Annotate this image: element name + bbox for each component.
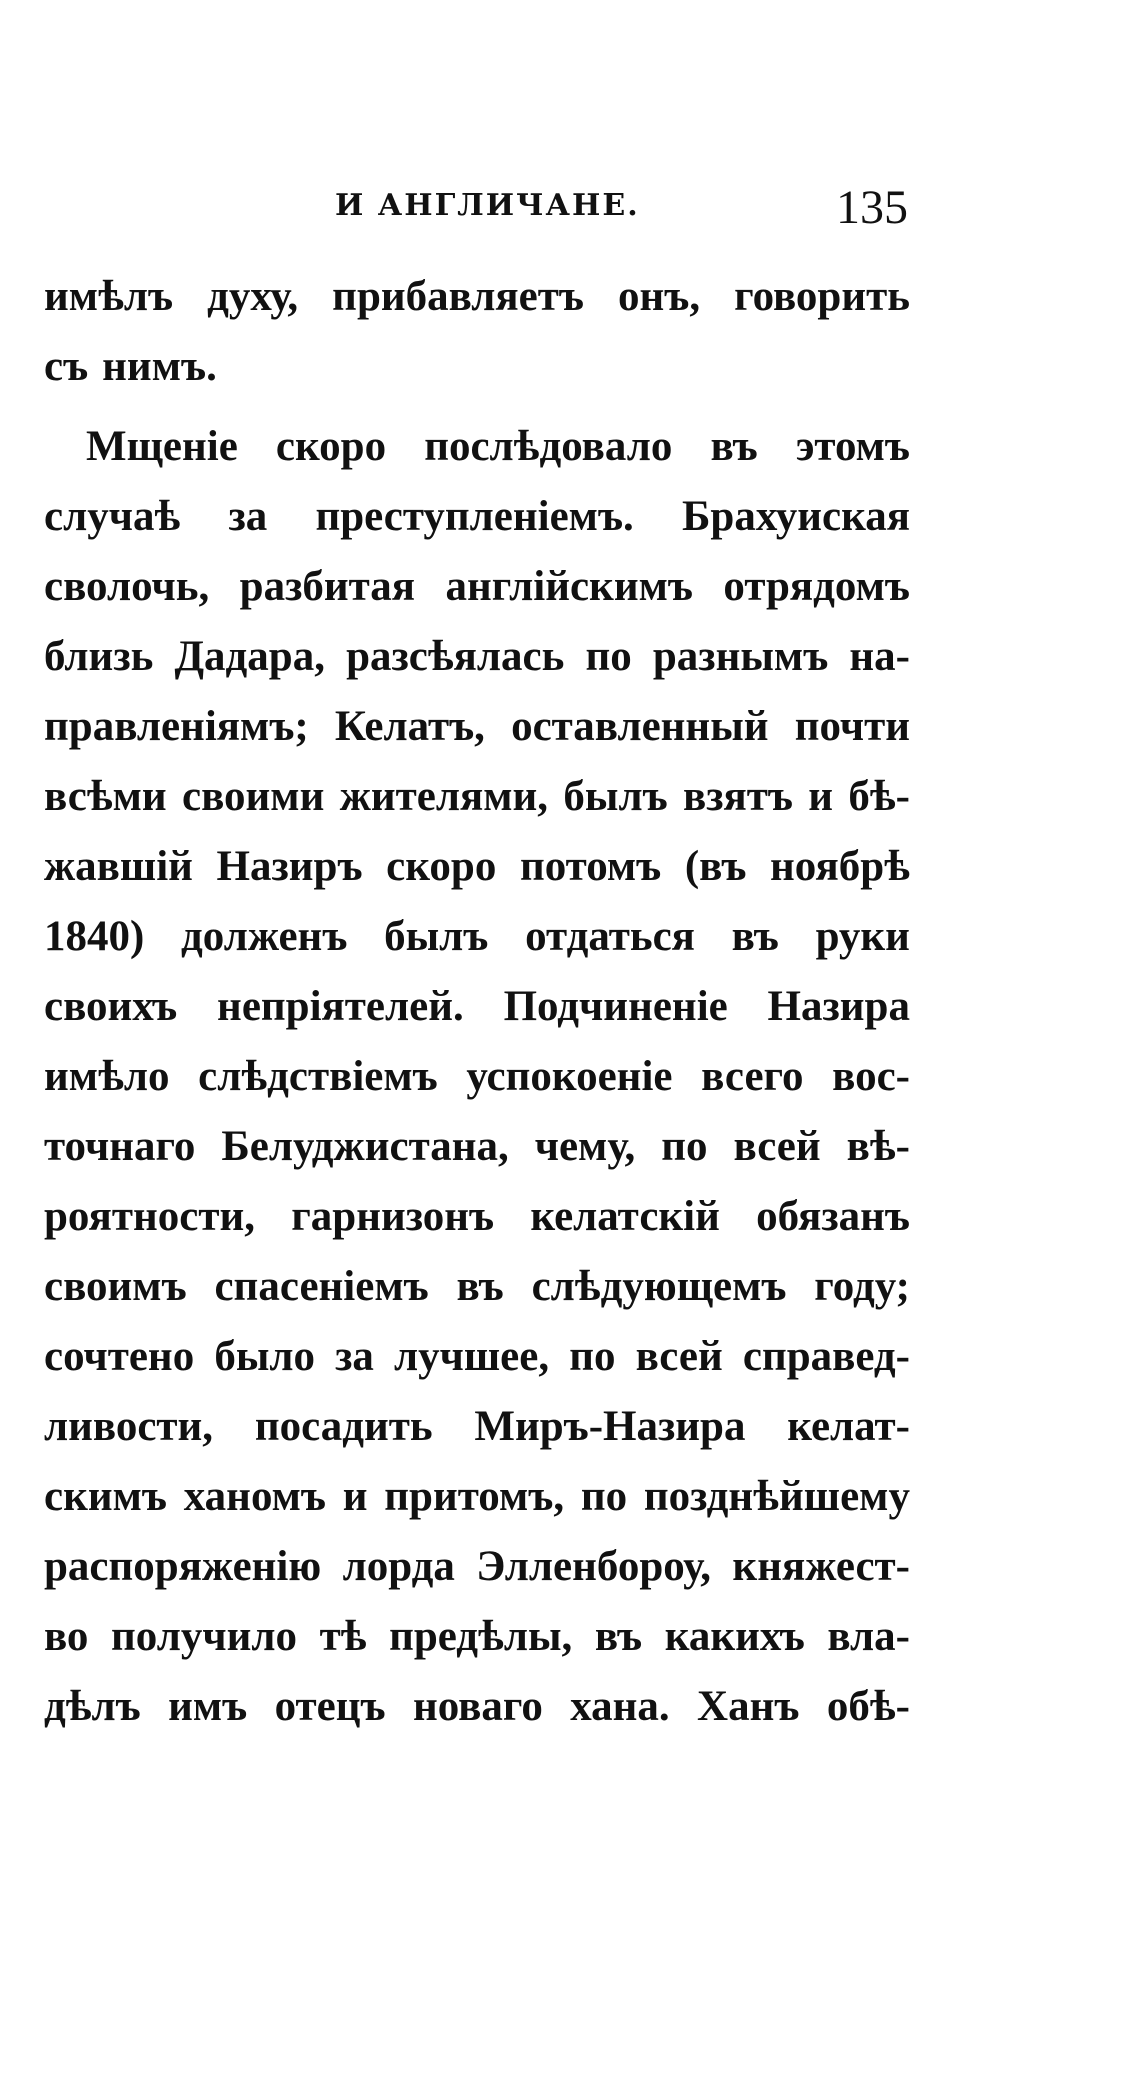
word: нимъ. [102, 343, 217, 390]
word: на- [849, 633, 910, 680]
text-line [44, 1602, 910, 1672]
word: слѣдствіемъ [198, 1053, 438, 1100]
text-line [44, 1252, 910, 1322]
word: году; [814, 1263, 910, 1310]
word: какихъ [664, 1613, 805, 1660]
text-line [44, 622, 910, 692]
word: Подчиненіе [503, 983, 728, 1030]
word: своихъ [44, 983, 178, 1030]
word: всей [733, 1123, 821, 1170]
text-line [44, 482, 910, 552]
text-line [44, 412, 910, 482]
word: лучшее, [393, 1333, 550, 1380]
word: преступленіемъ. [315, 493, 634, 540]
word: Назира [767, 983, 910, 1030]
word: точнаго [44, 1123, 196, 1170]
word: съ [44, 343, 89, 390]
text-line [44, 972, 910, 1042]
word: въ [731, 913, 779, 960]
word: предѣлы, [389, 1613, 573, 1660]
word: обѣ- [826, 1683, 910, 1730]
text-line [44, 552, 910, 622]
word: всего [701, 1053, 804, 1100]
text-line [44, 1462, 910, 1532]
word: непріятелей. [217, 983, 464, 1030]
word: руки [815, 913, 910, 960]
word: Миръ-Назира [474, 1403, 746, 1450]
word: имъ [168, 1683, 248, 1730]
word: по [585, 633, 632, 680]
word: скимъ [44, 1473, 167, 1520]
word: во [44, 1613, 89, 1660]
word: получило [111, 1613, 297, 1660]
word: въ [456, 1263, 504, 1310]
word: и [808, 773, 834, 820]
word: сволочь, [44, 563, 210, 610]
paragraph-gap [44, 402, 910, 412]
word: спасеніемъ [214, 1263, 429, 1310]
text-line [44, 1042, 910, 1112]
word: онъ, [617, 273, 701, 320]
word: своими [182, 773, 325, 820]
word: этомъ [795, 423, 910, 470]
word: разсѣялась [346, 633, 565, 680]
word: своимъ [44, 1263, 187, 1310]
word: гарнизонъ [291, 1193, 495, 1240]
word: былъ [563, 773, 668, 820]
text-line [44, 1532, 910, 1602]
word: и [342, 1473, 368, 1520]
word: ханомъ [183, 1473, 326, 1520]
word: Мщеніе [86, 423, 238, 470]
word: ливости, [44, 1403, 214, 1450]
paragraph [44, 262, 910, 402]
word: потомъ [519, 843, 662, 890]
page-number: 135 [836, 181, 908, 234]
word: отрядомъ [723, 563, 910, 610]
word: скоро [386, 843, 497, 890]
text-line [44, 1392, 910, 1462]
word: справед- [742, 1333, 910, 1380]
word: Белуджистана, [221, 1123, 509, 1170]
text-line [44, 692, 910, 762]
word: разбитая [239, 563, 416, 610]
word: Назиръ [216, 843, 363, 890]
word: сочтено [44, 1333, 195, 1380]
word: духу, [207, 273, 299, 320]
text-line [44, 832, 910, 902]
body-text [44, 262, 910, 1742]
word: оставленный [511, 703, 769, 750]
word: успокоеніе [466, 1053, 673, 1100]
word: вос- [832, 1053, 910, 1100]
word: было [214, 1333, 316, 1380]
word: въ [710, 423, 758, 470]
word: долженъ [181, 913, 348, 960]
text-line [44, 262, 910, 332]
word: келатскій [530, 1193, 720, 1240]
word: былъ [384, 913, 489, 960]
text-line [44, 1112, 910, 1182]
text-line [44, 1182, 910, 1252]
word: Дадара, [174, 633, 325, 680]
word: англійскимъ [445, 563, 693, 610]
word: обязанъ [756, 1193, 910, 1240]
word: имѣло [44, 1053, 170, 1100]
word: взятъ [682, 773, 793, 820]
word: Келатъ, [334, 703, 485, 750]
word: хана. [570, 1683, 670, 1730]
text-line [44, 902, 910, 972]
word: вла- [827, 1613, 910, 1660]
word: бѣ- [848, 773, 910, 820]
word: отецъ [274, 1683, 386, 1730]
word: келат- [787, 1403, 910, 1450]
word: притомъ, [384, 1473, 565, 1520]
word: (въ [684, 843, 747, 890]
word: близь [44, 633, 154, 680]
word: по [661, 1123, 708, 1170]
word: правленіямъ; [44, 703, 309, 750]
word: Элленбороу, [476, 1543, 712, 1590]
word: Брахуиская [682, 493, 910, 540]
word: всей [635, 1333, 723, 1380]
word: по [580, 1473, 628, 1520]
word: прибавляетъ [332, 273, 584, 320]
word: посадить [254, 1403, 433, 1450]
text-line [44, 332, 910, 402]
word: жавшій [44, 843, 193, 890]
word: позднѣйшему [643, 1473, 910, 1520]
word: распоряженію [44, 1543, 322, 1590]
word: новаго [412, 1683, 543, 1730]
word: лорда [342, 1543, 455, 1590]
word: княжест- [732, 1543, 910, 1590]
word: дѣлъ [44, 1683, 141, 1730]
running-title: И АНГЛИЧАНЕ. [335, 188, 640, 223]
word: въ [594, 1613, 643, 1660]
text-line [44, 1322, 910, 1392]
word: за [335, 1333, 374, 1380]
word: послѣдовало [424, 423, 673, 470]
word: Ханъ [697, 1683, 800, 1730]
word: почти [794, 703, 910, 750]
word: слѣдующемъ [531, 1263, 787, 1310]
word: разнымъ [652, 633, 829, 680]
word: тѣ [319, 1613, 367, 1660]
word: за [228, 493, 268, 540]
word: отдаться [525, 913, 695, 960]
word: жителями, [339, 773, 549, 820]
word: говорить [734, 273, 910, 320]
word: вѣ- [846, 1123, 910, 1170]
word: ноябрѣ [769, 843, 910, 890]
word: всѣми [44, 773, 167, 820]
word: 1840) [44, 913, 145, 960]
word: по [569, 1333, 616, 1380]
text-line [44, 1672, 910, 1742]
word: скоро [275, 423, 387, 470]
word: имѣлъ [44, 273, 174, 320]
text-line [44, 762, 910, 832]
word: роятности, [44, 1193, 255, 1240]
word: случаѣ [44, 493, 181, 540]
word: чему, [534, 1123, 636, 1170]
paragraph [44, 412, 910, 1742]
